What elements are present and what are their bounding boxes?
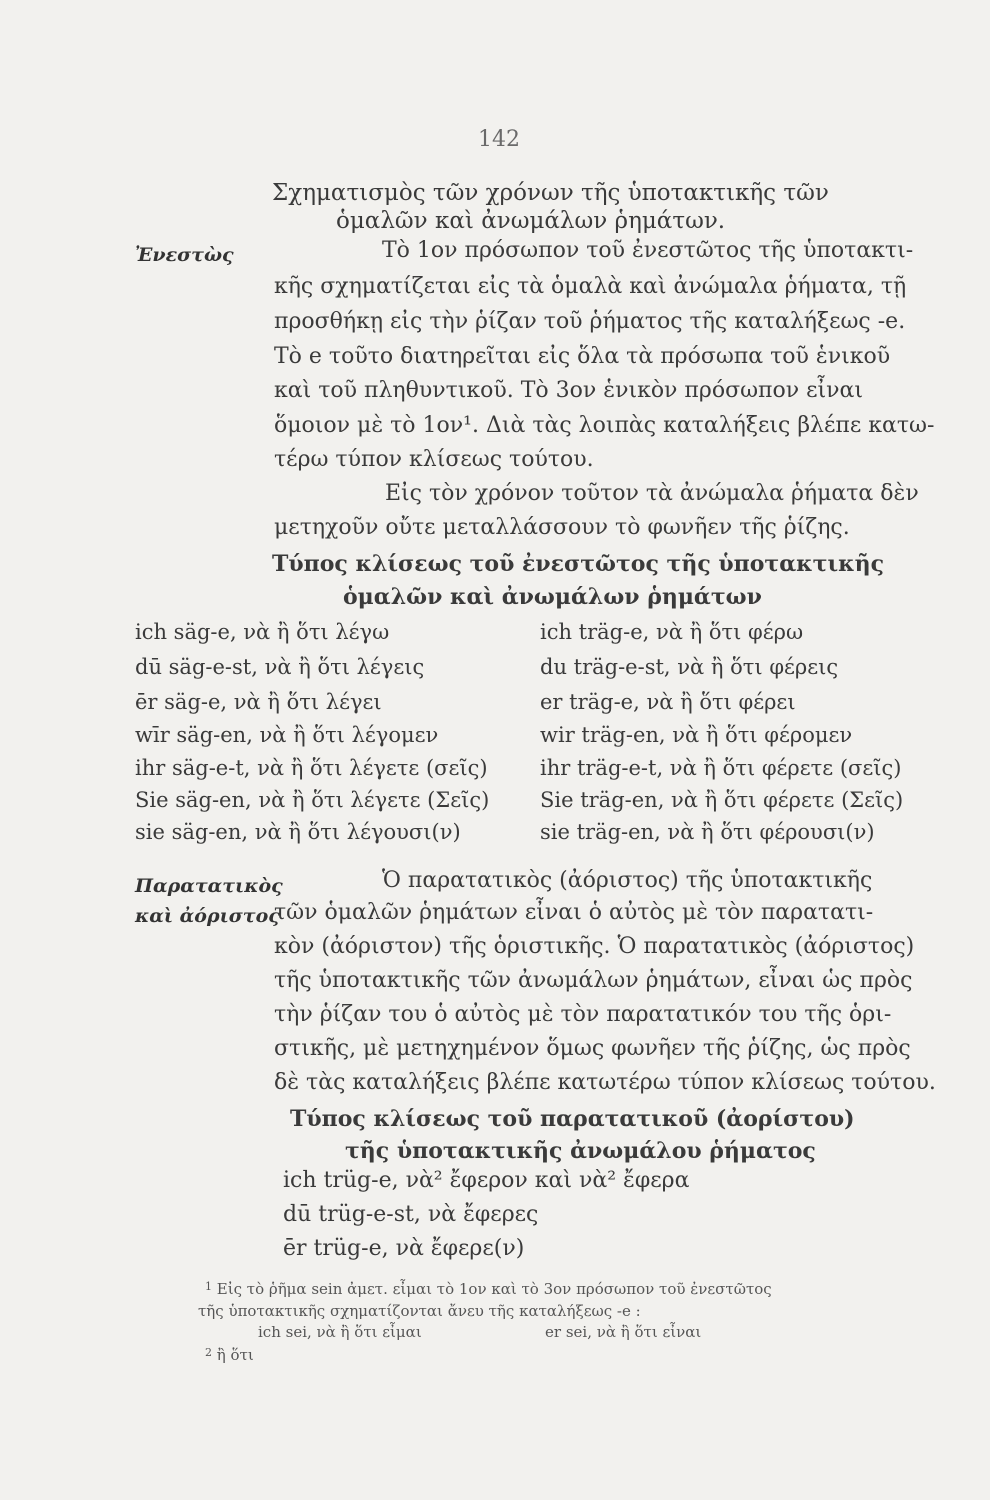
table2-heading-line2: τῆς ὑποτακτικῆς ἀνωμάλου ῥήματος	[345, 1138, 816, 1164]
conjugation-row-left: sie säg-en, νὰ ἢ ὅτι λέγουσι(ν)	[135, 820, 461, 844]
table2-heading-line1: Τύπος κλίσεως τοῦ παρατατικοῦ (ἀορίστου)	[290, 1106, 855, 1132]
paragraph-line: κὸν (ἀόριστον) τῆς ὁριστικῆς. Ὁ παρατατικὸς (ἀόριστος)	[274, 934, 915, 959]
footnote-1-line1	[205, 1280, 772, 1298]
paragraph-line: στικῆς, μὲ μετηχημένον ὅμως φωνῆεν τῆς ῥίζης, ὡς πρὸς	[274, 1036, 911, 1061]
paragraph-line: κῆς σχηματίζεται εἰς τὰ ὁμαλὰ καὶ ἀνώμαλα ῥήματα, τῇ	[274, 274, 907, 299]
paragraph-line: τὴν ῥίζαν του ὁ αὐτὸς μὲ τὸν παρατατικόν του τῆς ὁρι-	[274, 1002, 892, 1027]
conjugation-row: ēr trüg-e, νὰ ἔφερε(ν)	[283, 1236, 525, 1261]
conjugation-row-left: ēr säg-e, νὰ ἢ ὅτι λέγει	[135, 690, 382, 714]
footnote-2-mark: 2	[205, 1346, 212, 1359]
footnote-1-line2: τῆς ὑποτακτικῆς σχηματίζονται ἄνευ τῆς καταλήξεως -e :	[198, 1302, 641, 1320]
margin-label-imperfect: Παρατατικὸς	[135, 875, 283, 897]
paragraph-line: τῆς ὑποτακτικῆς τῶν ἀνωμάλων ῥημάτων, εἶναι ὡς πρὸς	[274, 968, 913, 993]
paragraph-line: δὲ τὰς καταλήξεις βλέπε κατωτέρω τύπον κλίσεως τούτου.	[274, 1070, 936, 1095]
paragraph-line: Ὁ παρατατικὸς (ἀόριστος) τῆς ὑποτακτικῆς	[382, 868, 873, 893]
conjugation-row-right: sie träg-en, νὰ ἢ ὅτι φέρουσι(ν)	[540, 820, 875, 844]
conjugation-row-left: dū säg-e-st, νὰ ἢ ὅτι λέγεις	[135, 655, 425, 679]
conjugation-row-right: wir träg-en, νὰ ἢ ὅτι φέρομεν	[540, 723, 853, 747]
table1-heading-line1: Τύπος κλίσεως τοῦ ἐνεστῶτος τῆς ὑποτακτικῆς	[272, 551, 884, 577]
conjugation-row-left: ihr säg-e-t, νὰ ἢ ὅτι λέγετε (σεῖς)	[135, 756, 488, 780]
section-title-line1: Σχηματισμὸς τῶν χρόνων τῆς ὑποτακτικῆς τῶν	[272, 180, 829, 206]
conjugation-row-right: er träg-e, νὰ ἢ ὅτι φέρει	[540, 690, 796, 714]
section-title-line2: ὁμαλῶν καὶ ἀνωμάλων ῥημάτων.	[336, 208, 726, 234]
paragraph-line: τῶν ὁμαλῶν ῥημάτων εἶναι ὁ αὐτὸς μὲ τὸν παρατατι-	[274, 900, 874, 925]
conjugation-row-right: du träg-e-st, νὰ ἢ ὅτι φέρεις	[540, 655, 839, 679]
margin-label-present: Ἐνεστὼς	[135, 244, 234, 266]
footnote-1-example-right: er sei, νὰ ἢ ὅτι εἶναι	[545, 1323, 702, 1341]
margin-label-aorist: καὶ ἀόριστος	[135, 905, 280, 927]
conjugation-row-left: wīr säg-en, νὰ ἢ ὅτι λέγομεν	[135, 723, 439, 747]
footnote-2-text: ἢ ὅτι	[216, 1346, 254, 1364]
table1-heading-line2: ὁμαλῶν καὶ ἀνωμάλων ῥημάτων	[343, 584, 762, 610]
paragraph-line: μετηχοῦν οὔτε μεταλλάσσουν τὸ φωνῆεν τῆς ῥίζης.	[274, 515, 850, 540]
paragraph-line: προσθήκῃ εἰς τὴν ῥίζαν τοῦ ῥήματος τῆς καταλήξεως -e.	[274, 309, 906, 334]
page-number: 142	[478, 127, 520, 152]
footnote-1-mark: 1	[205, 1280, 212, 1293]
paragraph-line: Τὸ e τοῦτο διατηρεῖται εἰς ὅλα τὰ πρόσωπα τοῦ ἑνικοῦ	[274, 344, 891, 369]
paragraph-line: τέρω τύπον κλίσεως τούτου.	[274, 447, 594, 472]
conjugation-row-left: Sie säg-en, νὰ ἢ ὅτι λέγετε (Σεῖς)	[135, 788, 490, 812]
paragraph-line: Τὸ 1ον πρόσωπον τοῦ ἐνεστῶτος τῆς ὑποτακτι-	[382, 238, 914, 263]
footnote-1-example-left: ich sei, νὰ ἢ ὅτι εἶμαι	[258, 1323, 422, 1341]
paragraph-line: ὅμοιον μὲ τὸ 1ον¹. Διὰ τὰς λοιπὰς καταλήξεις βλέπε κατω-	[274, 413, 935, 438]
footnote-2	[205, 1346, 254, 1364]
paragraph-line: Εἰς τὸν χρόνον τοῦτον τὰ ἀνώμαλα ῥήματα δὲν	[385, 481, 919, 506]
conjugation-row-right: ihr träg-e-t, νὰ ἢ ὅτι φέρετε (σεῖς)	[540, 756, 902, 780]
paragraph-line: καὶ τοῦ πληθυντικοῦ. Τὸ 3ον ἑνικὸν πρόσωπον εἶναι	[274, 378, 863, 403]
conjugation-row-left: ich säg-e, νὰ ἢ ὅτι λέγω	[135, 620, 390, 644]
conjugation-row: dū trüg-e-st, νὰ ἔφερες	[283, 1202, 539, 1227]
conjugation-row-right: ich träg-e, νὰ ἢ ὅτι φέρω	[540, 620, 804, 644]
conjugation-row: ich trüg-e, νὰ² ἔφερον καὶ νὰ² ἔφερα	[283, 1168, 690, 1193]
footnote-1-text: Εἰς τὸ ῥῆμα sein ἀμετ. εἶμαι τὸ 1ον καὶ τὸ 3ον πρόσωπον τοῦ ἐνεστῶτος	[216, 1280, 772, 1298]
conjugation-row-right: Sie träg-en, νὰ ἢ ὅτι φέρετε (Σεῖς)	[540, 788, 904, 812]
